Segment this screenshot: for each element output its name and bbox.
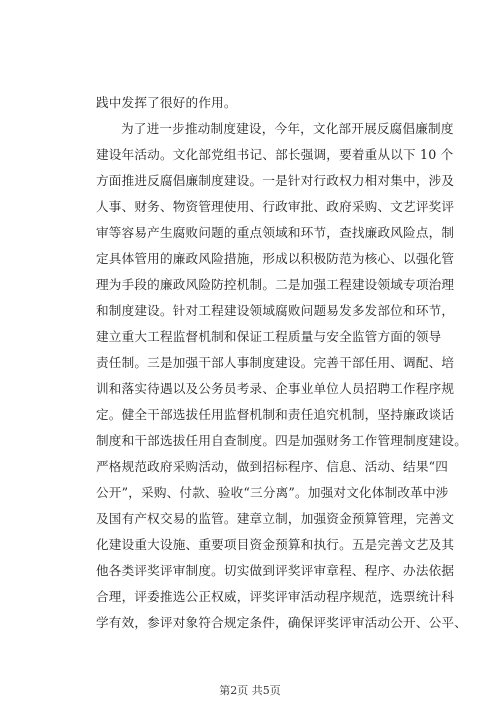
text-line: 他各类评奖评审制度。切实做到评奖评审章程、程序、办法依据: [96, 563, 455, 578]
text-line: 合理，评委推选公正权威，评奖评审活动程序规范，选票统计科: [96, 589, 455, 604]
page-number-footer: 第2页 共5页: [219, 684, 281, 697]
text-line: 理为手段的廉政风险防控机制。二是加强工程建设领域专项治理: [96, 277, 455, 292]
body-text: [96, 90, 468, 636]
text-line: 化建设重大设施、重要项目资金预算和执行。五是完善文艺及其: [96, 537, 455, 552]
text-line: 制度和干部选拔任用自查制度。四是加强财务工作管理制度建设。: [96, 433, 468, 448]
text-line: 严格规范政府采购活动，做到招标程序、信息、活动、结果“四: [96, 459, 449, 474]
text-line: 为了进一步推动制度建设，今年，文化部开展反腐倡廉制度: [121, 121, 454, 136]
text-line: 建立重大工程监督机制和保证工程质量与安全监管方面的领导: [96, 329, 442, 344]
text-line: 建设年活动。文化部党组书记、部长强调，要着重从以下 10 个: [96, 147, 454, 162]
text-line: 践中发挥了很好的作用。: [96, 95, 237, 110]
text-line: 人事、财务、物资管理使用、行政审批、政府采购、文艺评奖评: [96, 199, 455, 214]
text-line: 学有效，参评对象符合规定条件，确保评奖评审活动公开、公平、: [96, 615, 468, 630]
text-line: 责任制。三是加强干部人事制度建设。完善干部任用、调配、培: [96, 355, 455, 370]
text-line: 定具体管用的廉政风险措施，形成以积极防范为核心、以强化管: [96, 251, 455, 266]
text-line: 定。健全干部选拔任用监督机制和责任追究机制，坚持廉政谈话: [96, 407, 455, 422]
text-line: 及国有产权交易的监管。建章立制，加强资金预算管理，完善文: [96, 511, 455, 526]
text-line: 公开”，采购、付款、验收“三分离”。加强对文化体制改革中涉: [96, 485, 449, 500]
text-line: 和制度建设。针对工程建设领域腐败问题易发多发部位和环节，: [96, 303, 455, 318]
text-line: 训和落实待遇以及公务员考录、企事业单位人员招聘工作程序规: [96, 381, 455, 396]
text-line: 方面推进反腐倡廉制度建设。一是针对行政权力相对集中，涉及: [96, 173, 455, 188]
text-line: 审等容易产生腐败问题的重点领域和环节，查找廉政风险点，制: [96, 225, 455, 240]
